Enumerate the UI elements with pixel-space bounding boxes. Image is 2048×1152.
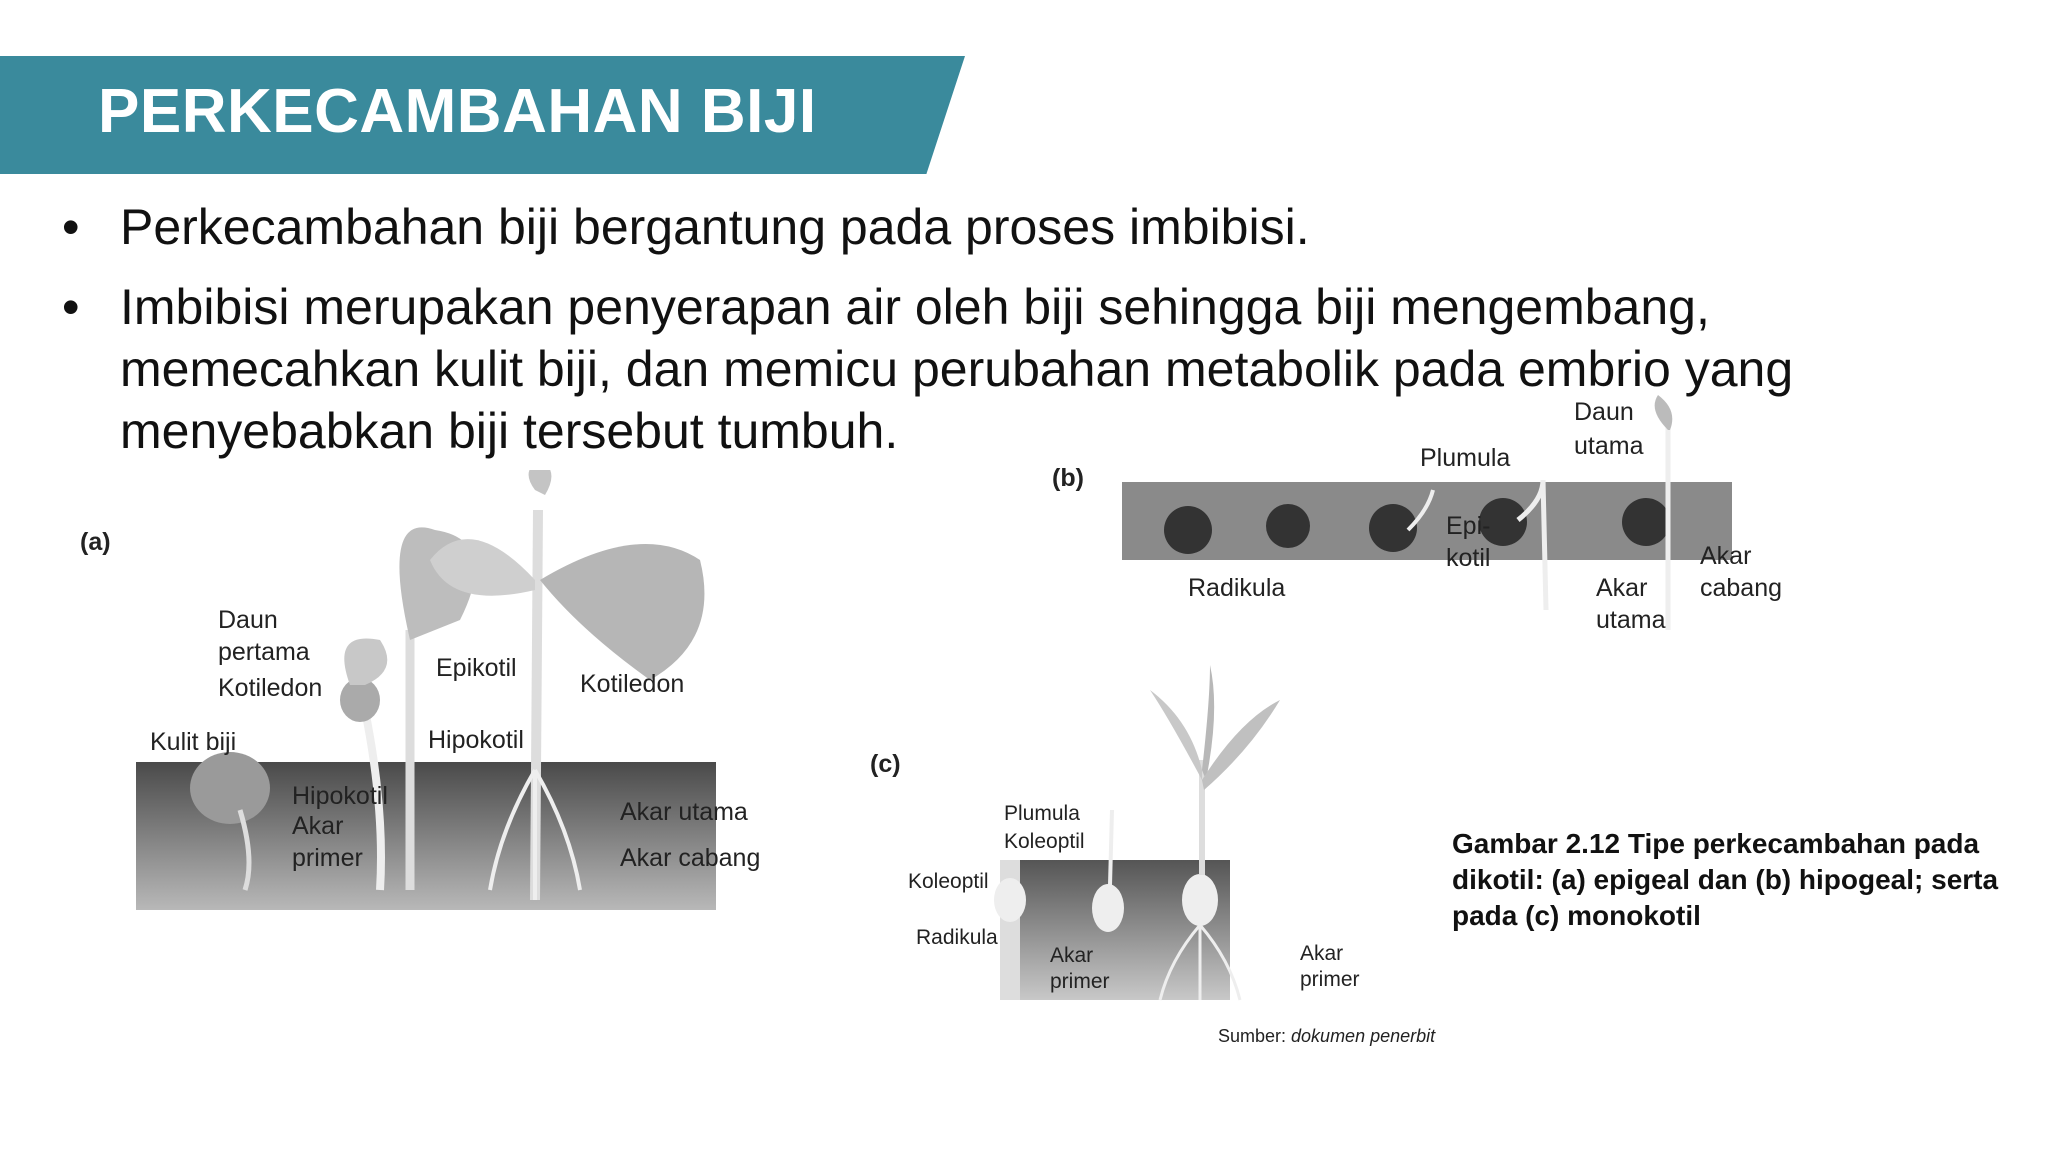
figure-source — [1218, 1026, 1435, 1047]
label-akar-cabang-2: cabang — [1700, 574, 1783, 602]
label-akar-utama: Akar utama — [620, 798, 748, 826]
label-radikula: Radikula — [916, 926, 998, 949]
figure-panel-c — [870, 660, 1390, 1010]
label-koleoptil-left: Koleoptil — [908, 870, 989, 893]
label-akar-utama-1: Akar — [1596, 574, 1648, 602]
label-daun-utama-1: Daun — [1574, 398, 1634, 426]
bullet-item — [56, 196, 1916, 258]
source-name: dokumen penerbit — [1291, 1026, 1436, 1046]
panel-a-illustration — [80, 470, 760, 910]
label-hipokotil: Hipokotil — [428, 726, 524, 754]
panel-b-illustration — [1048, 390, 1808, 640]
leaf-shape — [1202, 665, 1214, 780]
figure-caption: Gambar 2.12 Tipe perkecambahan pada dikotil: (a) epigeal dan (b) hipogeal; serta pada (c) monokotil — [1452, 828, 1999, 931]
leaf-shape — [1150, 690, 1202, 780]
figure-panel-a — [80, 470, 760, 910]
bullet-marker: • — [62, 199, 80, 255]
label-kotiledon-left: Kotiledon — [218, 674, 323, 702]
label-daun-utama-2: utama — [1574, 432, 1644, 460]
label-epikotil: Epikotil — [436, 654, 517, 682]
label-daun-pertama-2: pertama — [218, 638, 310, 666]
slide-title: PERKECAMBAHAN BIJI — [98, 77, 817, 146]
label-kulit-biji: Kulit biji — [150, 728, 237, 756]
leaf-shape — [1655, 395, 1673, 430]
label-akar-primer-mid-1: Akar — [1050, 944, 1094, 967]
source-prefix: Sumber: — [1218, 1026, 1292, 1046]
label-hipokotil-low: Hipokotil — [292, 782, 388, 810]
seed-shape — [1164, 506, 1212, 554]
seed-shape — [190, 752, 270, 824]
panel-b-tag: (b) — [1052, 464, 1084, 492]
seed-shape — [1092, 884, 1124, 932]
label-akar-cabang-1: Akar — [1700, 542, 1752, 570]
bullet-text: Perkecambahan biji bergantung pada proses imbibisi. — [120, 199, 1310, 255]
label-akar-primer-right-2: primer — [1300, 968, 1360, 991]
bud-shape — [529, 470, 552, 495]
label-koleoptil-top: Koleoptil — [1004, 830, 1085, 853]
figure-panel-b — [1048, 390, 1808, 640]
label-radikula: Radikula — [1188, 574, 1286, 602]
label-plumula: Plumula — [1004, 802, 1080, 825]
seed-shape — [1622, 498, 1670, 546]
leaf-shape — [344, 638, 387, 685]
koleoptil-shape — [1110, 810, 1112, 885]
label-akar-primer-1: Akar — [292, 812, 344, 840]
label-akar-primer-mid-2: primer — [1050, 970, 1110, 993]
label-akar-utama-2: utama — [1596, 606, 1666, 634]
label-kotiledon-right: Kotiledon — [580, 670, 685, 698]
bullet-marker: • — [62, 279, 80, 335]
seed-shape — [994, 878, 1026, 922]
label-epikotil-1: Epi- — [1446, 512, 1491, 540]
panel-a-tag: (a) — [80, 528, 111, 556]
label-akar-primer-2: primer — [292, 844, 363, 872]
label-daun-pertama-1: Daun — [218, 606, 278, 634]
label-akar-primer-right-1: Akar — [1300, 942, 1344, 965]
label-epikotil-2: kotil — [1446, 544, 1491, 572]
panel-c-illustration — [870, 660, 1390, 1010]
leaf-shape — [540, 544, 704, 680]
bullet-text: Imbibisi merupakan penyerapan air oleh biji sehingga biji mengembang, memecahkan kulit biji, dan memicu perubahan metabolik pada embrio yang menyebabkan biji tersebut tumbuh. — [120, 279, 1794, 459]
seed-shape — [1266, 504, 1310, 548]
label-akar-cabang: Akar cabang — [620, 844, 760, 872]
label-plumula: Plumula — [1420, 444, 1511, 472]
seed-shape — [1182, 874, 1218, 926]
panel-c-tag: (c) — [870, 750, 901, 778]
